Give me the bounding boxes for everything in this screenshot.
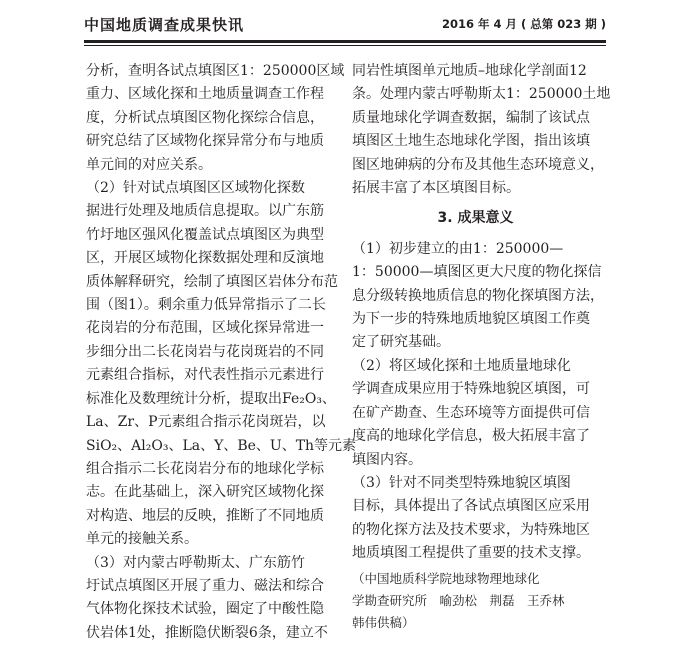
text-line: 地质填图工程提供了重要的技术支撑。 bbox=[352, 545, 590, 562]
text-line: 度高的地球化学信息，极大拓展丰富了 bbox=[352, 428, 590, 445]
text-line: 区，开展区域物化探数据处理和反演地 bbox=[86, 250, 324, 267]
text-line: 同岩性填图单元地质–地球化学剖面12 bbox=[352, 63, 587, 79]
text-line: 图区地砷病的分布及其他生态环境意义， bbox=[352, 156, 604, 173]
text-line: （1）初步建立的由1：250000— bbox=[352, 240, 564, 257]
text-line: 花岗岩的分布范围，区域化探异常进一 bbox=[86, 320, 324, 337]
page-header bbox=[84, 14, 606, 40]
text-line: 填图内容。 bbox=[352, 451, 422, 468]
text-line: 标准化及数理统计分析，提取出Fe₂O₃、 bbox=[86, 390, 336, 407]
text-line: （3）对内蒙古呼勒斯太、广东筋竹 bbox=[86, 554, 305, 571]
text-line: 息分级转换地质信息的物化探填图方法， bbox=[352, 287, 604, 304]
text-line: 质量地球化学调查数据，编制了该试点 bbox=[352, 109, 590, 126]
text-line: 1：50000—填图区更大尺度的物化探信 bbox=[352, 264, 602, 281]
text-line: 气体物化探技术试验，圈定了中酸性隐 bbox=[86, 601, 324, 618]
text-line: 步细分出二长花岗岩与花岗斑岩的不同 bbox=[86, 343, 324, 360]
text-line: 伏岩体1处，推断隐伏断裂6条，建立不 bbox=[86, 624, 328, 641]
text-line: SiO₂、Al₂O₃、La、Y、Be、U、Th等元素 bbox=[86, 437, 357, 454]
text-line: 在矿产勘查、生态环境等方面提供可信 bbox=[352, 404, 590, 421]
text-line: 拓展丰富了本区填图目标。 bbox=[352, 180, 520, 197]
section-heading: 3. 成果意义 bbox=[437, 210, 514, 227]
text-line: （3）针对不同类型特殊地貌区填图 bbox=[352, 474, 571, 491]
text-line: 度，分析试点填图区物化探综合信息， bbox=[86, 109, 324, 126]
header-rule-thick bbox=[84, 40, 606, 43]
text-line: 重力、区域化探和土地质量调查工作程 bbox=[86, 86, 324, 103]
text-line: （2）针对试点填图区区域物化探数 bbox=[86, 180, 305, 197]
text-line: 圩试点填图区开展了重力、磁法和综合 bbox=[86, 577, 324, 594]
author-credit-line: 学勘查研究所 喻劲松 荆磊 王乔林 bbox=[352, 592, 565, 608]
text-line: 质体解释研究，绘制了填图区岩体分布范 bbox=[86, 273, 338, 290]
text-line: 对构造、地层的反映，推断了不同地质 bbox=[86, 507, 324, 524]
text-line: 填图区土地生态地球化学图，指出该填 bbox=[352, 133, 590, 150]
header-rule-thin bbox=[84, 45, 606, 46]
text-line: 学调查成果应用于特殊地貌区填图，可 bbox=[352, 381, 590, 398]
text-line: 目标，具体提出了各试点填图区应采用 bbox=[352, 498, 590, 515]
right-column bbox=[352, 60, 611, 634]
text-line: 的物化探方法及技术要求，为特殊地区 bbox=[352, 521, 590, 538]
issue-info: 2016 年 4 月 ( 总第 023 期 ) bbox=[441, 17, 606, 31]
text-line: 围（图1）。剩余重力低异常指示了二长 bbox=[86, 297, 326, 314]
text-line: 单元的接触关系。 bbox=[86, 531, 198, 548]
text-line: 单元间的对应关系。 bbox=[86, 156, 212, 173]
author-credit-line: 韩伟供稿） bbox=[352, 614, 415, 630]
text-line: 组合指示二长花岗岩分布的地球化学标 bbox=[86, 460, 324, 477]
text-line: 元素组合指标，对代表性指示元素进行 bbox=[86, 367, 324, 384]
left-column bbox=[86, 60, 357, 645]
text-line: 志。在此基础上，深入研究区域物化探 bbox=[86, 484, 324, 501]
author-credit-line: （中国地质科学院地球物理地球化 bbox=[352, 570, 540, 586]
text-line: 为下一步的特殊地质地貌区填图工作奠 bbox=[352, 311, 590, 328]
journal-title: 中国地质调查成果快讯 bbox=[84, 16, 245, 34]
text-line: （2）将区域化探和土地质量地球化 bbox=[352, 357, 571, 374]
text-line: 定了研究基础。 bbox=[352, 334, 450, 351]
text-line: 据进行处理及地质信息提取。以广东筋 bbox=[86, 203, 324, 220]
text-line: La、Zr、P元素组合指示花岗斑岩，以 bbox=[86, 414, 326, 431]
text-line: 分析，查明各试点填图区1：250000区域 bbox=[86, 63, 345, 79]
text-line: 研究总结了区域物化探异常分布与地质 bbox=[86, 133, 324, 150]
text-line: 竹圩地区强风化覆盖试点填图区为典型 bbox=[86, 226, 324, 243]
text-line: 条。处理内蒙古呼勒斯太1：250000土地 bbox=[352, 86, 611, 103]
